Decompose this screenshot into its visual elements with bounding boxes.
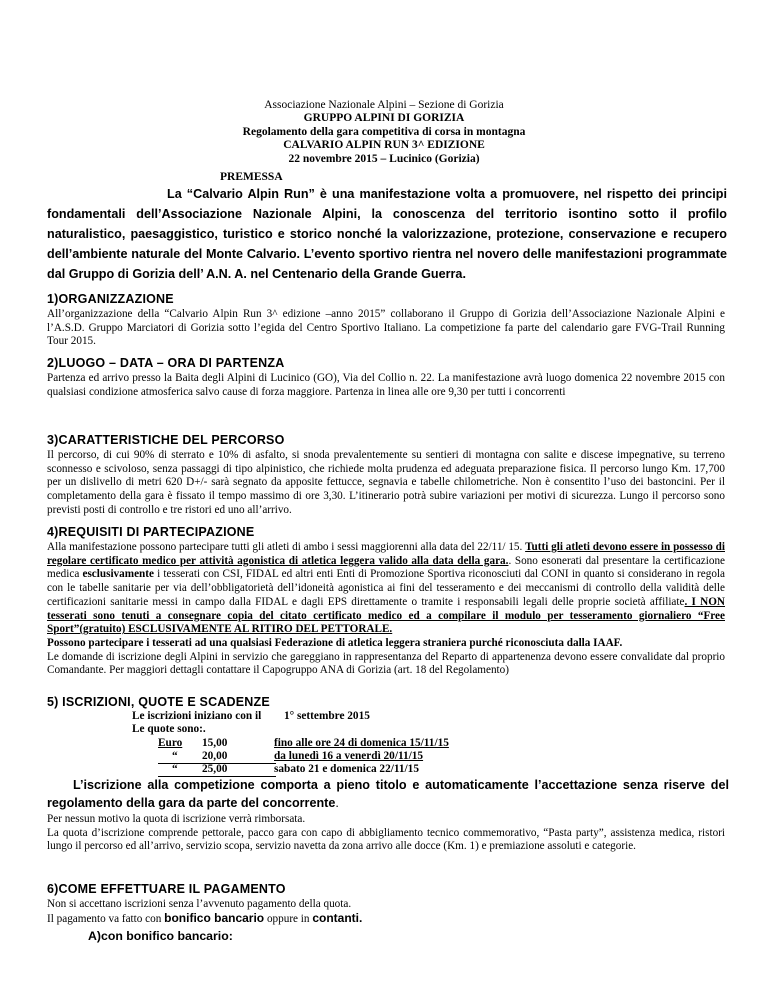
acceptance-text: L’iscrizione alla competizione comporta a pieno titolo e automaticamente l’accettazione senza riserve del regolamento della gara da parte del concorrente. [47,778,729,810]
section-3-text: Il percorso, di cui 90% di sterrato e 10% di asfalto, si snoda prevalentemente su sentieri di montagna con salite e discese impegnative, su terreno sconnesso e scivoloso, senza passaggi di tipo alpinistico, che richiede molta prudenza ed adeguata preparazione fisica. Il percorso lungo Km. 17,700 per un dislivello di metri 620 D+/- sarà segnato da apposite fettucce, segnavia e tabelle chilometriche. Non è consentito l’uso dei bastoncini. Per il completamento della gara è fissato il tempo massimo di ore 3,30. L’itinerario potrà subire variazioni per motivi di sicurezza. Lungo il percorso sono previsti posti di controllo e tre ristori ed uno all’arrivo. [47,449,725,516]
premessa-text: La “Calvario Alpin Run” è una manifestazione volta a promuovere, nel rispetto dei principi fondamentali dell’Associazione Nazionale Alpini, la conoscenza del territorio isontino sotto il profilo naturalistico, paesaggistico, turistico e storico nonché la valorizzazione, protezione, conservazione e recupero dell’ambiente naturale del Monte Calvario. L’evento sportivo rientra nel novero delle manifestazioni programmate dal Gruppo di Gorizia dell’ A.N. A. nel Centenario della Grande Guerra. [47,187,727,281]
section-6-title: 6)COME EFFETTUARE IL PAGAMENTO [47,882,286,896]
premessa-title: PREMESSA [220,171,283,183]
document-page: Associazione Nazionale Alpini – Sezione di Gorizia GRUPPO ALPINI DI GORIZIA Regolamento della gara competitiva di corsa in montagna CALVARIO ALPIN RUN 3^ EDIZIONE 22 novembre 2015 – Lucinico (Gorizia) PREMESSA La “Calvario Alpin Run” è una manifestazione volta a promuovere, nel rispetto dei principi fondamentali dell’Associazione Nazionale Alpini, la conoscenza del territorio isontino sotto il profilo naturalistico, paesaggistico, turistico e storico nonché la valorizzazione, protezione, conservazione e recupero dell’ambiente naturale del Monte Calvario. L’evento sportivo rientra nel novero delle manifestazioni programmate dal Gruppo di Gorizia dell’ A.N. A. nel Centenario della Grande Guerra. 1)ORGANIZZAZIONE All’organizzazione della “Calvario Alpin Run 3^ edizione –anno 2015” collaborano il Gruppo di Gorizia dell’Associazione Nazionale Alpini e l’A.S.D. Gruppo Marciatori di Gorizia sotto l’egida del Centro Sportivo Italiano. La competizione fa parte del calendario gare FVG-Trail Running Tour 2015. 2)LUOGO – DATA – ORA DI PARTENZA Partenza ed arrivo presso la Baita degli Alpini di Lucinico (GO), Via del Collio n. 22. La manifestazione avrà luogo domenica 22 novembre 2015 con qualsiasi condizione atmosferica salvo cause di forza maggiore. Partenza in linea alle ore 9,30 per tutti i concorrenti 3)CARATTERISTICHE DEL PERCORSO Il percorso, di cui 90% di sterrato e 10% di asfalto, si snoda prevalentemente su sentieri di montagna con salite e discese impegnative, su terreno sconnesso e scivoloso, senza passaggi di tipo alpinistico, che richiede molta prudenza ed adeguata preparazione fisica. Il percorso lungo Km. 17,700 per un dislivello di metri 620 D+/- sarà segnato da apposite fettucce, segnavia e tabelle chilometriche. Non è consentito l’uso dei bastoncini. Per il completamento della gara è fissato il tempo massimo di ore 3,30. L’itinerario potrà subire variazioni per motivi di sicurezza. Lungo il percorso sono previsti posti di controllo e tre ristori ed uno all’arrivo. 4)REQUISITI DI PARTECIPAZIONE Alla manifestazione possono partecipare tutti gli atleti di ambo i sessi maggiorenni alla data del 22/11/ 15. Tutti gli atleti devono essere in possesso di regolare certificato medico per attività agonistica di atletica leggera valido alla data della gara.. Sono esonerati dal presentare la certificazione medica esclusivamente i tesserati con CSI, FIDAL ed altri enti Enti di Promozione Sportiva riconosciuti dal CONI in quanto si considerano in regola con le tabelle sanitarie per via dell’obbligatorietà dell’idoneità agonistica ai fini del tesseramento e dei meccanismi di controllo della validità delle certificazioni sanitarie messi in campo dalla FIDAL e dagli EPS direttamente o tramite i responsabili legali delle proprie società affiliate. I NON tesserati sono tenuti a consegnare copia del citato certificato medico ed a compilare il modulo per tesseramento giornaliero “Free Sport”(gratuito) ESCLUSIVAMENTE AL RITIRO DEL PETTORALE. Possono partecipare i tesserati ad una qualsiasi Federazione di atletica leggera straniera purché riconosciuta dalla IAAF. Le domande di iscrizione degli Alpini in servizio che gareggiano in rappresentanza del Reparto di appartenenza devono essere convalidate dal proprio Comandante. Per maggiori dettagli contattare il Capogruppo ANA di Gorizia (art. 18 del Regolamento) 5) ISCRIZIONI, QUOTE E SCADENZE Le iscrizioni iniziano con il 1° settembre 2015 Le quote sono:. Euro 15,00 fino alle ore 24 di domenica 15/11/15 “ 20,00 da lunedì 16 a venerdì 20/11/15 “ 25,00 sabato 21 e domenica 22/11/15 L’iscrizione alla competizione comporta a pieno titolo e automaticamente l’accettazione senza riserve del regolamento della gara da parte del concorrente. Per nessun motivo la quota di iscrizione verrà rimborsata. La quota d’iscrizione comprende pettorale, pacco gara con capo di abbigliamento tecnico commemorativo, “Pasta party”, assistenza medica, ristori lungo il percorso ed all’arrivo, servizio scopa, servizio navetta da zona arrivo alle docce (Km. 1) e premiazione assoluti e categorie. 6)COME EFFETTUARE IL PAGAMENTO Non si accettano iscrizioni senza l’avvenuto pagamento della quota. Il pagamento va fatto con bonifico bancario oppure in contanti. A)con bonifico bancario: [0,0,768,994]
section-2-title: 2)LUOGO – DATA – ORA DI PARTENZA [47,356,285,370]
registration-start-label: Le iscrizioni iniziano con il [132,710,262,722]
section-6-text: Non si accettano iscrizioni senza l’avvenuto pagamento della quota. Il pagamento va fatto con bonifico bancario oppure in contanti. [47,898,363,925]
section-1-title: 1)ORGANIZZAZIONE [47,292,174,306]
section-5-title: 5) ISCRIZIONI, QUOTE E SCADENZE [47,695,270,709]
registration-start-date: 1° settembre 2015 [284,710,370,722]
section-2-text: Partenza ed arrivo presso la Baita degli Alpini di Lucinico (GO), Via del Collio n. 22. La manifestazione avrà luogo domenica 22 novembre 2015 con qualsiasi condizione atmosferica salvo cause di forza maggiore. Partenza in linea alle ore 9,30 per tutti i concorrenti [47,372,725,398]
payment-option-a: A)con bonifico bancario: [88,929,233,943]
section-1-text: All’organizzazione della “Calvario Alpin Run 3^ edizione –anno 2015” collaborano il Gruppo di Gorizia dell’Associazione Nazionale Alpini e l’A.S.D. Gruppo Marciatori di Gorizia sotto l’egida del Centro Sportivo Italiano. La competizione fa parte del calendario gare FVG-Trail Running Tour 2015. [47,308,725,348]
section-3-title: 3)CARATTERISTICHE DEL PERCORSO [47,433,285,447]
section-4-text: Alla manifestazione possono partecipare tutti gli atleti di ambo i sessi maggiorenni alla data del 22/11/ 15. Tutti gli atleti devono essere in possesso di regolare certificato medico per attività agonistica di atletica leggera valido alla data della gara.. Sono esonerati dal presentare la certificazione medica esclusivamente i tesserati con CSI, FIDAL ed altri enti Enti di Promozione Sportiva riconosciuti dal CONI in quanto si considerano in regola con le tabelle sanitarie per via dell’obbligatorietà dell’idoneità agonistica ai fini del tesseramento e dei meccanismi di controllo della validità delle certificazioni sanitarie messi in campo dalla FIDAL e dagli EPS direttamente o tramite i responsabili legali delle proprie società affiliate. I NON tesserati sono tenuti a consegnare copia del citato certificato medico ed a compilare il modulo per tesseramento giornaliero “Free Sport”(gratuito) ESCLUSIVAMENTE AL RITIRO DEL PETTORALE. Possono partecipare i tesserati ad una qualsiasi Federazione di atletica leggera straniera purché riconosciuta dalla IAAF. Le domande di iscrizione degli Alpini in servizio che gareggiano in rappresentanza del Reparto di appartenenza devono essere convalidate dal proprio Comandante. Per maggiori dettagli contattare il Capogruppo ANA di Gorizia (art. 18 del Regolamento) [47,541,726,677]
section-4-title: 4)REQUISITI DI PARTECIPAZIONE [47,525,255,539]
fee-underline [158,763,276,764]
association-name: Associazione Nazionale Alpini – Sezione di Gorizia [264,99,504,111]
quote-label: Le quote sono:. [132,723,206,735]
group-name: GRUPPO ALPINI DI GORIZIA [303,112,465,124]
event-date: 22 novembre 2015 – Lucinico (Gorizia) [288,153,480,165]
section-5-text: Per nessun motivo la quota di iscrizione verrà rimborsata. La quota d’iscrizione comprende pettorale, pacco gara con capo di abbigliamento tecnico commemorativo, “Pasta party”, assistenza medica, ristori lungo il percorso ed all’arrivo, servizio scopa, servizio navetta da zona arrivo alle docce (Km. 1) e premiazione assoluti e categorie. [47,813,725,853]
regulation-title: Regolamento della gara competitiva di corsa in montagna [242,126,526,138]
event-title: CALVARIO ALPIN RUN 3^ EDIZIONE [283,139,485,151]
